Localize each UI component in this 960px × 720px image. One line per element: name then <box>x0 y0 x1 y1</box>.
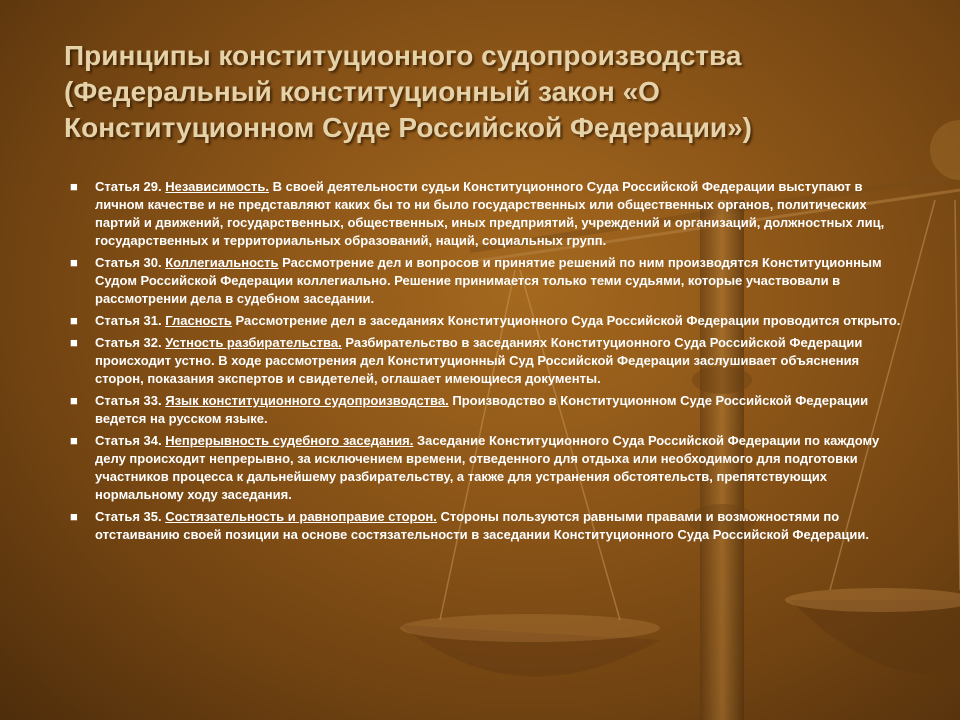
bullet-square-icon: ■ <box>70 509 78 524</box>
article-text: Рассмотрение дел и вопросов и принятие решений по ним производятся Конституционным Судом Российской Федерации коллегиально. Решение принимается только теми судьями, которые участвовали в рассмотрении дела в судебном заседании. <box>95 255 882 306</box>
article-text: Разбирательство в заседаниях Конституционного Суда Российской Федерации происходит устно. В ходе рассмотрения дел Конституционный Суд Российской Федерации заслушивает объяснения сторон, показания экспертов и свидетелей, оглашает имеющиеся документы. <box>95 335 863 386</box>
article-33-item <box>70 392 910 428</box>
article-text: Производство в Конституционном Суде Российской Федерации ведется на русском языке. <box>95 393 869 426</box>
article-35-item <box>70 508 910 544</box>
bullet-square-icon: ■ <box>70 313 78 328</box>
article-number: Статья 29. <box>95 179 162 194</box>
article-31-item <box>70 312 910 330</box>
article-30-item <box>70 254 910 308</box>
bullet-square-icon: ■ <box>70 433 78 448</box>
principle-term: Устность разбирательства. <box>165 335 342 350</box>
principle-term: Язык конституционного судопроизводства. <box>165 393 449 408</box>
article-text: В своей деятельности судьи Конституционного Суда Российской Федерации выступают в личном качестве и не представляют каких бы то ни было государственных или общественных органов, политических партий и движений, государственных, общественных, иных предприятий, учреждений и организаций, должностных лиц, государственных и территориальных образований, наций, социальных групп. <box>95 179 885 248</box>
bullet-square-icon: ■ <box>70 179 78 194</box>
article-number: Статья 35. <box>95 509 162 524</box>
article-number: Статья 31. <box>95 313 162 328</box>
article-34-item <box>70 432 910 504</box>
principle-term: Гласность <box>165 313 232 328</box>
article-text: Рассмотрение дел в заседаниях Конституционного Суда Российской Федерации проводится открыто. <box>235 313 901 328</box>
articles-list <box>70 178 910 548</box>
article-text: Стороны пользуются равными правами и возможностями по отстаиванию своей позиции на основе состязательности в заседании Конституционного Суда Российской Федерации. <box>95 509 869 542</box>
slide-title <box>64 38 904 146</box>
principle-term: Состязательность и равноправие сторон. <box>165 509 437 524</box>
article-32-item <box>70 334 910 388</box>
slide-title-line-3: Конституционном Суде Российской Федерации») <box>64 112 753 143</box>
article-number: Статья 34. <box>95 433 162 448</box>
slide-title-line-2: (Федеральный конституционный закон «О <box>64 76 660 107</box>
principle-term: Непрерывность судебного заседания. <box>165 433 414 448</box>
bullet-square-icon: ■ <box>70 335 78 350</box>
article-text: Заседание Конституционного Суда Российской Федерации по каждому делу происходит непрерывно, за исключением времени, отведенного для отдыха или необходимого для подготовки участников процесса к дальнейшему разбирательству, а также для устранения обстоятельств, препятствующих нормальному ходу заседания. <box>95 433 880 502</box>
bullet-square-icon: ■ <box>70 393 78 408</box>
bullet-square-icon: ■ <box>70 255 78 270</box>
slide-title-line-1: Принципы конституционного судопроизводства <box>64 40 742 71</box>
principle-term: Независимость. <box>165 179 270 194</box>
article-29-item <box>70 178 910 250</box>
article-number: Статья 33. <box>95 393 162 408</box>
principle-term: Коллегиальность <box>165 255 279 270</box>
article-number: Статья 32. <box>95 335 162 350</box>
article-number: Статья 30. <box>95 255 162 270</box>
